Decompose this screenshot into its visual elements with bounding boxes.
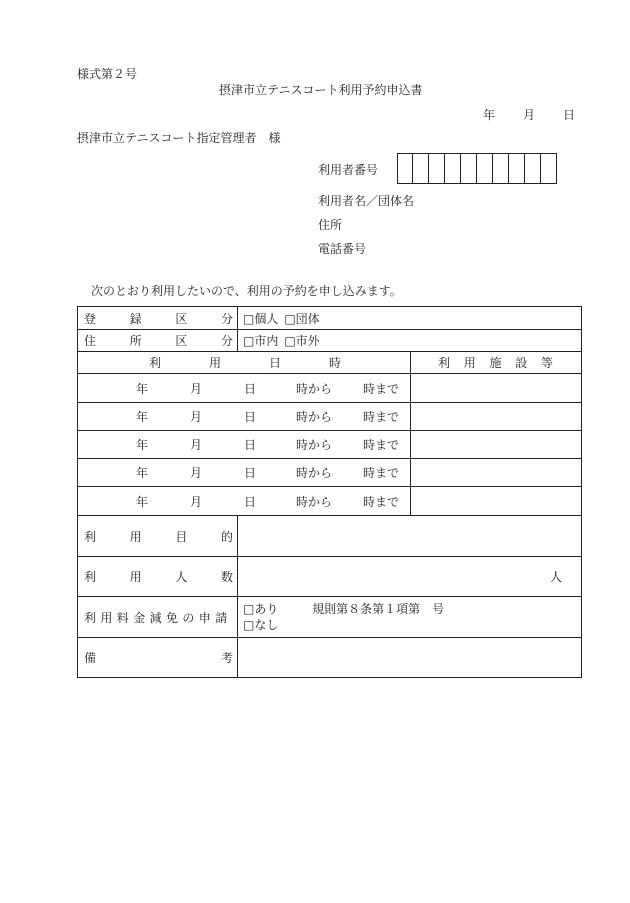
remarks-label: 備 考 <box>84 651 233 665</box>
date-month: 月 <box>523 108 536 122</box>
usage-datetime-header: 利 用 日 時 <box>149 356 341 370</box>
form-title: 摂津市立テニスコート利用予約申込書 <box>219 83 423 97</box>
address-label: 住所 <box>318 218 343 232</box>
date-year: 年 <box>483 108 496 122</box>
intro-text: 次のとおり利用したいので、利用の予約を申し込みます。 <box>91 284 402 298</box>
form-number: 様式第２号 <box>77 67 138 81</box>
fee-reduction-label: 利用料金減免の申請 <box>84 610 232 625</box>
user-number-digit-box[interactable] <box>525 153 541 184</box>
headcount-input[interactable] <box>238 557 581 596</box>
schedule-row[interactable]: 年 月 日 時から 時まで <box>136 494 400 509</box>
facility-input[interactable] <box>411 431 581 458</box>
out-of-city-checkbox[interactable]: □市外 <box>284 334 320 348</box>
user-number-digit-box[interactable] <box>509 153 525 184</box>
usage-purpose-input[interactable] <box>238 516 581 556</box>
date-day: 日 <box>563 108 576 122</box>
schedule-row[interactable]: 年 月 日 時から 時まで <box>136 466 400 480</box>
user-name-label: 利用者名／団体名 <box>318 194 415 208</box>
schedule-row[interactable]: 年 月 日 時から 時まで <box>136 438 400 452</box>
fee-reduction-rule-text: 規則第８条第１項第 号 <box>312 602 445 616</box>
individual-checkbox[interactable]: □個人 <box>243 311 279 326</box>
schedule-row[interactable]: 年 月 日 時から 時まで <box>136 410 400 424</box>
user-number-digit-box[interactable] <box>477 153 493 184</box>
facility-input[interactable] <box>411 487 581 515</box>
user-number-digit-box[interactable] <box>398 153 413 184</box>
fee-reduction-no-checkbox[interactable]: □なし <box>243 618 279 632</box>
user-number-digit-box[interactable] <box>493 153 509 184</box>
user-number-digit-box[interactable] <box>461 153 477 184</box>
in-city-checkbox[interactable]: □市内 <box>243 334 279 348</box>
fee-reduction-yes-checkbox[interactable]: □あり <box>243 602 279 616</box>
facility-input[interactable] <box>411 403 581 430</box>
addressee: 摂津市立テニスコート指定管理者 様 <box>77 131 281 145</box>
group-checkbox[interactable]: □団体 <box>284 311 320 326</box>
phone-label: 電話番号 <box>318 242 367 256</box>
residence-category-label: 住 所 区 分 <box>84 334 233 348</box>
user-number-digit-box[interactable] <box>429 153 445 184</box>
user-number-digit-box[interactable] <box>413 153 429 184</box>
facility-header: 利 用 施 設 等 <box>438 356 553 370</box>
user-number-digit-box[interactable] <box>541 153 557 184</box>
facility-input[interactable] <box>411 374 581 402</box>
user-number-boxes[interactable] <box>397 153 557 184</box>
remarks-input[interactable] <box>238 638 581 677</box>
headcount-label: 利 用 人 数 <box>84 570 233 584</box>
usage-purpose-label: 利 用 目 的 <box>84 529 233 544</box>
facility-input[interactable] <box>411 459 581 486</box>
user-number-label: 利用者番号 <box>318 163 379 177</box>
headcount-unit: 人 <box>549 570 562 584</box>
application-table <box>77 306 582 678</box>
registration-category-label: 登 録 区 分 <box>84 311 233 326</box>
schedule-row[interactable]: 年 月 日 時から 時まで <box>136 381 400 396</box>
user-number-digit-box[interactable] <box>445 153 461 184</box>
